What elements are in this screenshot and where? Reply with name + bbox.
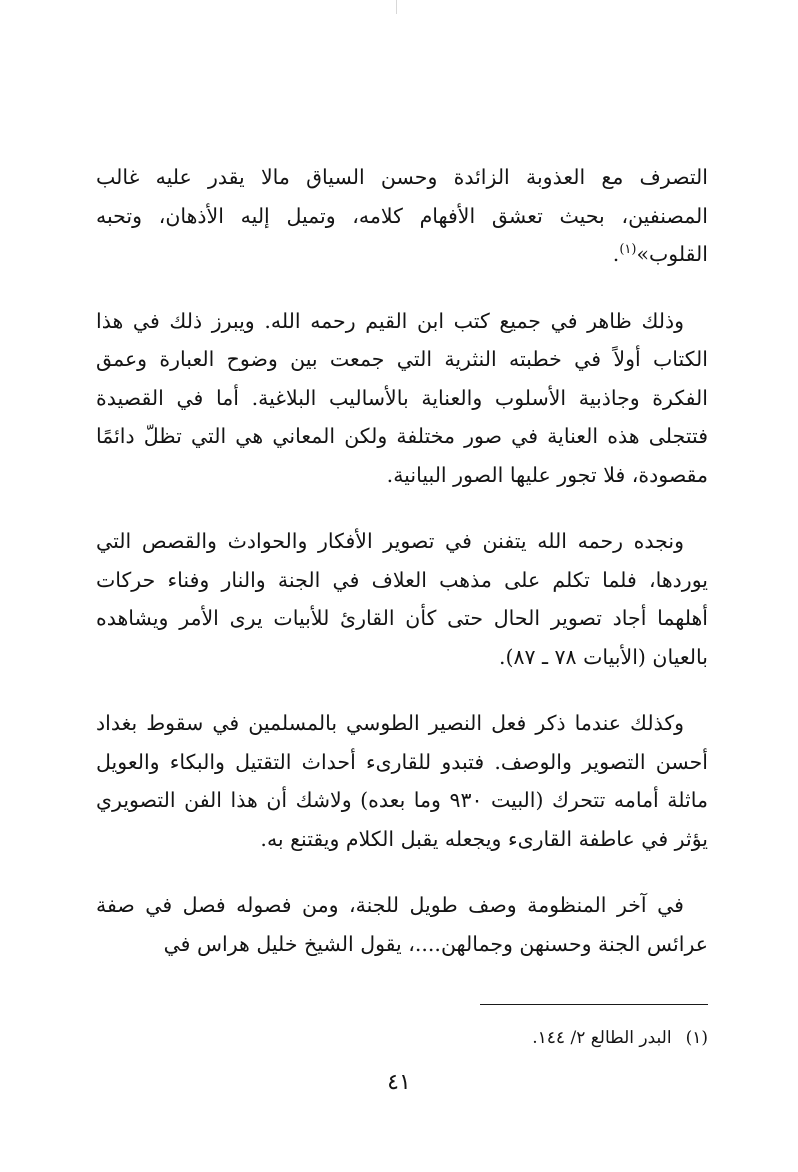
footnote-text: البدر الطالع ٢/ ١٤٤. [532, 1028, 672, 1048]
main-text-block [96, 158, 708, 963]
paragraph-2: وذلك ظاهر في جميع كتب ابن القيم رحمه الله. ويبرز ذلك في هذا الكتاب أولاً في خطبته النثرية التي جمعت بين وضوح العبارة وعمق الفكرة وجاذبية الأسلوب والعناية بالأساليب البلاغية. أما في القصيدة فتتجلى هذه العناية في صور مختلفة ولكن المعاني هي التي تظلّ دائمًا مقصودة، فلا تجور عليها الصور البيانية. [96, 308, 708, 487]
paragraph-1-text: التصرف مع العذوبة الزائدة وحسن السياق مالا يقدر عليه غالب المصنفين، بحيث تعشق الأفهام كلامه، وتميل إليه الأذهان، وتحبه القلوب» [96, 165, 708, 266]
footnote-number: (١) [685, 1028, 708, 1048]
paragraph-1-tail: . [612, 242, 620, 266]
paragraph-1 [96, 158, 708, 274]
page-top-mark [396, 0, 397, 14]
page-number: ٤١ [387, 1070, 411, 1095]
footnote-reference: (١) [619, 242, 637, 258]
paragraph-3: ونجده رحمه الله يتفنن في تصوير الأفكار والحوادث والقصص التي يوردها، فلما تكلم على مذهب العلاف في الجنة والنار وفناء حركات أهلهما أجاد تصوير الحال حتى كأن القارئ للأبيات يرى الأمر ويشاهده بالعيان (الأبيات ٧٨ ـ ٨٧). [96, 529, 708, 669]
paragraph-4: وكذلك عندما ذكر فعل النصير الطوسي بالمسلمين في سقوط بغداد أحسن التصوير والوصف. فتبدو للقارىء أحداث التقتيل والبكاء والعويل ماثلة أمامه تتحرك (البيت ٩٣٠ وما بعده) ولاشك أن هذا الفن التصويري يؤثر في عاطفة القارىء ويجعله يقبل الكلام ويقتنع به. [96, 711, 708, 851]
paragraph-5: في آخر المنظومة وصف طويل للجنة، ومن فصوله فصل في صفة عرائس الجنة وحسنهن وجمالهن....، يقول الشيخ خليل هراس في [96, 893, 708, 956]
footnote-separator [480, 1004, 708, 1005]
footnote [96, 1024, 708, 1052]
